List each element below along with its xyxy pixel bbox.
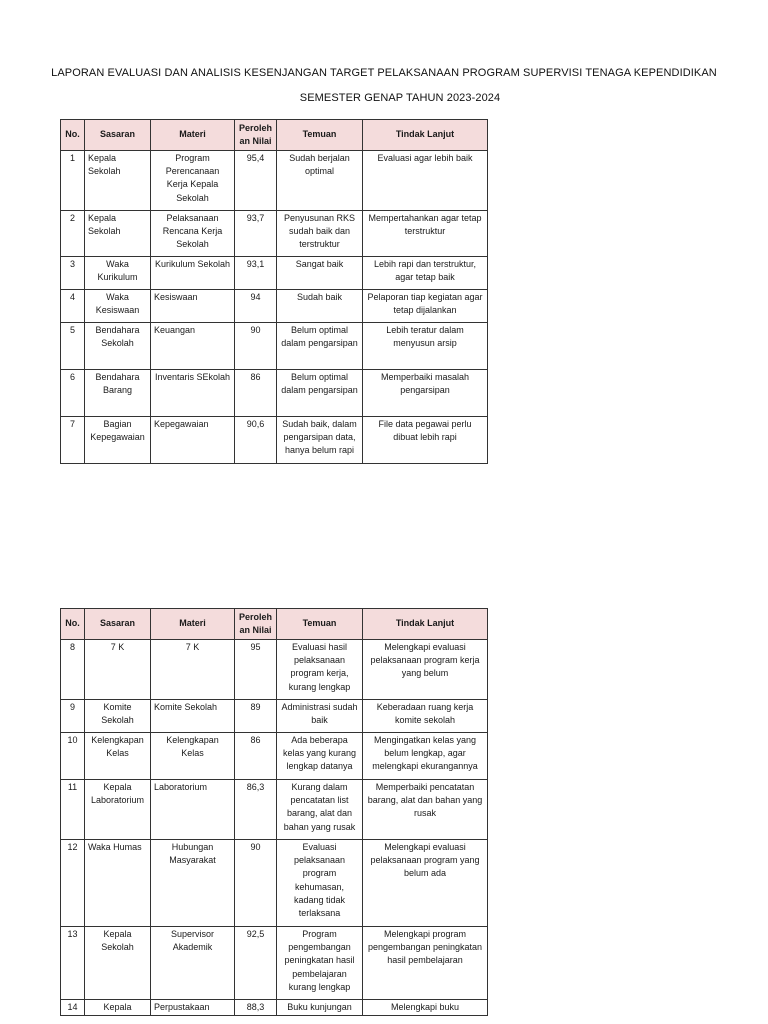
cell-no: 12: [61, 840, 85, 927]
cell-no: 1: [61, 151, 85, 211]
table-header-row: [61, 609, 488, 640]
table-row: [61, 733, 488, 780]
header-nilai: Peroleh an Nilai: [235, 120, 277, 151]
header-temuan: Temuan: [277, 609, 363, 640]
cell-tindak-lanjut: Lebih teratur dalam menyusun arsip: [363, 323, 488, 370]
cell-temuan: Sudah baik, dalam pengarsipan data, hanya belum rapi: [277, 417, 363, 464]
table-row: [61, 927, 488, 1000]
header-temuan: Temuan: [277, 120, 363, 151]
header-sasaran: Sasaran: [85, 609, 151, 640]
cell-sasaran: Bagian Kepegawaian: [85, 417, 151, 464]
cell-temuan: Administrasi sudah baik: [277, 700, 363, 733]
cell-tindak-lanjut: Lebih rapi dan terstruktur, agar tetap baik: [363, 257, 488, 290]
cell-materi: Keuangan: [151, 323, 235, 370]
cell-sasaran: 7 K: [85, 640, 151, 700]
cell-no: 3: [61, 257, 85, 290]
cell-materi: Hubungan Masyarakat: [151, 840, 235, 927]
header-tindak-lanjut: Tindak Lanjut: [363, 609, 488, 640]
cell-temuan: Program pengembangan peningkatan hasil pembelajaran kurang lengkap: [277, 927, 363, 1000]
cell-sasaran: Kepala Sekolah: [85, 927, 151, 1000]
cell-nilai: 95,4: [235, 151, 277, 211]
table-row: [61, 290, 488, 323]
cell-nilai: 86,3: [235, 780, 277, 840]
cell-no: 4: [61, 290, 85, 323]
cell-nilai: 93,1: [235, 257, 277, 290]
cell-nilai: 88,3: [235, 1000, 277, 1016]
document-title: LAPORAN EVALUASI DAN ANALISIS KESENJANGAN TARGET PELAKSANAAN PROGRAM SUPERVISI TENAGA KEPENDIDIKAN: [51, 67, 717, 79]
cell-temuan: Belum optimal dalam pengarsipan: [277, 370, 363, 417]
cell-nilai: 86: [235, 370, 277, 417]
header-materi: Materi: [151, 609, 235, 640]
cell-sasaran: Kepala: [85, 1000, 151, 1016]
cell-tindak-lanjut: Mengingatkan kelas yang belum lengkap, agar melengkapi ekurangannya: [363, 733, 488, 780]
header-no: No.: [61, 120, 85, 151]
cell-no: 11: [61, 780, 85, 840]
document-subtitle: SEMESTER GENAP TAHUN 2023-2024: [299, 92, 501, 104]
cell-temuan: Sangat baik: [277, 257, 363, 290]
cell-tindak-lanjut: Melengkapi program pengembangan peningkatan hasil pembelajaran: [363, 927, 488, 1000]
cell-no: 10: [61, 733, 85, 780]
cell-sasaran: Bendahara Barang: [85, 370, 151, 417]
table-row: [61, 257, 488, 290]
cell-tindak-lanjut: Mempertahankan agar tetap terstruktur: [363, 211, 488, 257]
cell-sasaran: Komite Sekolah: [85, 700, 151, 733]
cell-materi: Kelengkapan Kelas: [151, 733, 235, 780]
header-no: No.: [61, 609, 85, 640]
table-row: [61, 211, 488, 257]
cell-temuan: Belum optimal dalam pengarsipan: [277, 323, 363, 370]
cell-tindak-lanjut: Melengkapi evaluasi pelaksanaan program kerja yang belum: [363, 640, 488, 700]
cell-materi: Kurikulum Sekolah: [151, 257, 235, 290]
cell-temuan: Kurang dalam pencatatan list barang, alat dan bahan yang rusak: [277, 780, 363, 840]
cell-tindak-lanjut: Memperbaiki pencatatan barang, alat dan bahan yang rusak: [363, 780, 488, 840]
cell-temuan: Evaluasi hasil pelaksanaan program kerja, kurang lengkap: [277, 640, 363, 700]
cell-materi: Program Perencanaan Kerja Kepala Sekolah: [151, 151, 235, 211]
cell-nilai: 90: [235, 323, 277, 370]
cell-materi: Inventaris SEkolah: [151, 370, 235, 417]
cell-sasaran: Kepala Sekolah: [85, 151, 151, 211]
cell-sasaran: Kelengkapan Kelas: [85, 733, 151, 780]
cell-sasaran: Waka Humas: [85, 840, 151, 927]
cell-nilai: 90: [235, 840, 277, 927]
cell-materi: Supervisor Akademik: [151, 927, 235, 1000]
cell-temuan: Penyusunan RKS sudah baik dan terstruktur: [277, 211, 363, 257]
header-sasaran: Sasaran: [85, 120, 151, 151]
evaluation-table-2: [60, 608, 488, 1016]
cell-temuan: Ada beberapa kelas yang kurang lengkap datanya: [277, 733, 363, 780]
table-row: [61, 417, 488, 464]
cell-no: 8: [61, 640, 85, 700]
cell-nilai: 92,5: [235, 927, 277, 1000]
cell-nilai: 86: [235, 733, 277, 780]
cell-tindak-lanjut: Keberadaan ruang kerja komite sekolah: [363, 700, 488, 733]
cell-nilai: 94: [235, 290, 277, 323]
cell-tindak-lanjut: Memperbaiki masalah pengarsipan: [363, 370, 488, 417]
cell-sasaran: Kepala Sekolah: [85, 211, 151, 257]
cell-materi: 7 K: [151, 640, 235, 700]
table-row: [61, 780, 488, 840]
cell-tindak-lanjut: Melengkapi evaluasi pelaksanaan program yang belum ada: [363, 840, 488, 927]
cell-sasaran: Kepala Laboratorium: [85, 780, 151, 840]
cell-temuan: Sudah berjalan optimal: [277, 151, 363, 211]
table-row: [61, 323, 488, 370]
cell-no: 5: [61, 323, 85, 370]
cell-no: 14: [61, 1000, 85, 1016]
cell-temuan: Evaluasi pelaksanaan program kehumasan, kadang tidak terlaksana: [277, 840, 363, 927]
cell-nilai: 89: [235, 700, 277, 733]
cell-no: 6: [61, 370, 85, 417]
cell-no: 2: [61, 211, 85, 257]
cell-sasaran: Waka Kesiswaan: [85, 290, 151, 323]
table-row: [61, 151, 488, 211]
cell-tindak-lanjut: Melengkapi buku: [363, 1000, 488, 1016]
header-materi: Materi: [151, 120, 235, 151]
cell-materi: Kepegawaian: [151, 417, 235, 464]
cell-tindak-lanjut: Evaluasi agar lebih baik: [363, 151, 488, 211]
cell-temuan: Buku kunjungan: [277, 1000, 363, 1016]
cell-sasaran: Bendahara Sekolah: [85, 323, 151, 370]
cell-nilai: 93,7: [235, 211, 277, 257]
cell-sasaran: Waka Kurikulum: [85, 257, 151, 290]
cell-tindak-lanjut: File data pegawai perlu dibuat lebih rapi: [363, 417, 488, 464]
table-row: [61, 640, 488, 700]
cell-materi: Perpustakaan: [151, 1000, 235, 1016]
cell-nilai: 95: [235, 640, 277, 700]
table-row: [61, 370, 488, 417]
cell-no: 9: [61, 700, 85, 733]
cell-materi: Kesiswaan: [151, 290, 235, 323]
cell-no: 7: [61, 417, 85, 464]
cell-materi: Pelaksanaan Rencana Kerja Sekolah: [151, 211, 235, 257]
cell-materi: Komite Sekolah: [151, 700, 235, 733]
table-row: [61, 1000, 488, 1016]
cell-nilai: 90,6: [235, 417, 277, 464]
cell-no: 13: [61, 927, 85, 1000]
cell-materi: Laboratorium: [151, 780, 235, 840]
header-nilai: Peroleh an Nilai: [235, 609, 277, 640]
header-tindak-lanjut: Tindak Lanjut: [363, 120, 488, 151]
table-row: [61, 700, 488, 733]
table-header-row: [61, 120, 488, 151]
evaluation-table-1: [60, 119, 488, 464]
table-row: [61, 840, 488, 927]
cell-tindak-lanjut: Pelaporan tiap kegiatan agar tetap dijalankan: [363, 290, 488, 323]
cell-temuan: Sudah baik: [277, 290, 363, 323]
